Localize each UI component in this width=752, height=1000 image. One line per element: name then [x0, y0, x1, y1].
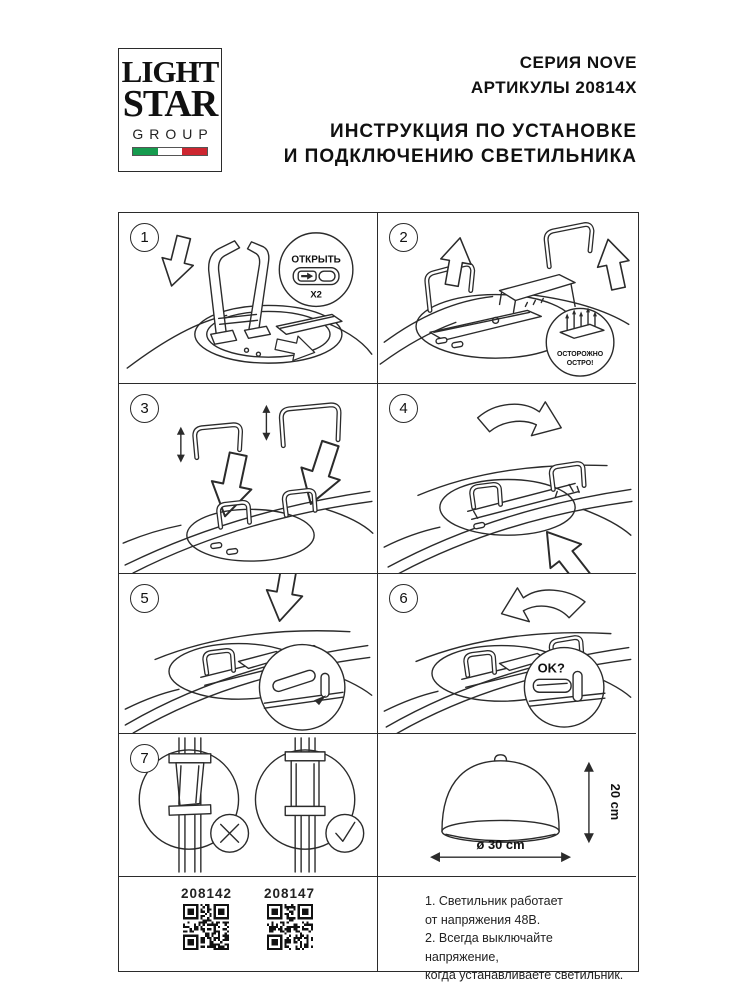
updown-arrow-icon — [177, 427, 185, 463]
updown-arrow-icon-2 — [262, 405, 270, 441]
logo-star-text: STAR — [122, 82, 218, 125]
open-label: ОТКРЫТЬ — [291, 254, 341, 266]
step-7-panel — [119, 734, 378, 877]
step-4-number-badge: 4 — [389, 394, 418, 423]
height-dimension — [584, 762, 623, 843]
diameter-dimension — [430, 837, 571, 862]
curved-arrow-icon — [502, 588, 585, 622]
check-mark-icon — [326, 814, 364, 852]
qr-codes-panel — [119, 877, 378, 971]
italian-flag-stripe — [132, 147, 208, 156]
slide-right-arrow-icon — [274, 332, 318, 365]
step-1-panel — [119, 213, 378, 384]
sharp-warning-badge — [546, 307, 614, 376]
cross-mark-icon — [211, 814, 249, 852]
series-title: СЕРИЯ NOVE — [519, 53, 637, 72]
step-3-panel — [119, 384, 378, 574]
step-5-number-badge: 5 — [130, 584, 159, 613]
instruction-title-line2: И ПОДКЛЮЧЕНИЮ СВЕТИЛЬНИКА — [283, 146, 637, 167]
flag-white — [158, 148, 183, 155]
step-2-number-badge: 2 — [389, 223, 418, 252]
step-6-number-badge: 6 — [389, 584, 418, 613]
header-titles — [284, 50, 637, 169]
logo-group-text: GROUP — [132, 126, 214, 143]
ok-check-inset — [524, 648, 604, 728]
notes-panel — [378, 877, 636, 982]
ok-label: OK? — [537, 660, 565, 676]
step-4-panel — [378, 384, 636, 574]
lamp-dome — [442, 755, 559, 842]
note-line-1: 1. Светильник работает — [425, 894, 563, 908]
warning-label-2: ОСТРО! — [566, 360, 594, 368]
x2-label: X2 — [310, 289, 322, 301]
article-number-2: 208147 — [264, 886, 316, 901]
step-7-number-badge: 7 — [130, 744, 159, 773]
qr-code-icon — [267, 904, 313, 950]
qr-item-1 — [181, 886, 232, 950]
articles-title: АРТИКУЛЫ 20814X — [470, 78, 637, 97]
press-arrow-icon — [262, 574, 307, 624]
right-handle-removed — [546, 225, 592, 267]
down-arrow-icon — [156, 233, 199, 290]
note-line-2: от напряжения 48В. — [425, 912, 541, 927]
lamp-dimensions-illustration — [378, 734, 636, 876]
curved-arrow-icon — [478, 402, 562, 436]
latch-detail-inset — [259, 645, 344, 730]
diameter-label: ø 30 cm — [476, 837, 525, 853]
flag-red — [182, 148, 207, 155]
right-handle — [551, 464, 584, 498]
step-5-panel — [119, 574, 378, 734]
instruction-title-line1: ИНСТРУКЦИЯ ПО УСТАНОВКЕ — [330, 121, 637, 142]
qr-item-2 — [264, 886, 315, 950]
lightstar-logo — [118, 48, 222, 172]
step-3-number-badge: 3 — [130, 394, 159, 423]
step-6-panel — [378, 574, 636, 734]
article-number-1: 208142 — [180, 886, 232, 901]
latch-slider-icon — [293, 268, 339, 285]
up-arrow-icon-2 — [592, 236, 634, 292]
mounting-bracket — [209, 241, 271, 344]
step-1-number-badge: 1 — [130, 223, 159, 252]
height-label: 20 cm — [607, 783, 623, 821]
qr-code-icon — [183, 904, 229, 950]
steps-grid — [118, 212, 639, 982]
warning-label-1: ОСТОРОЖНО — [556, 351, 604, 359]
open-latch-badge — [279, 233, 353, 307]
note-line-4: когда устанавливаете светильник. — [425, 968, 624, 982]
flag-green — [133, 148, 158, 155]
logo-light-text: LIGHT — [121, 54, 219, 89]
lamp-dimensions-panel — [378, 734, 636, 877]
step-2-panel — [378, 213, 636, 384]
push-arrow-icon — [532, 520, 600, 573]
down-arrow-icon-2 — [292, 437, 350, 510]
correct-alignment-view — [255, 738, 363, 872]
clip-bracket-large — [281, 405, 339, 446]
note-line-3: 2. Всегда выключайте напряжение, — [425, 931, 553, 964]
